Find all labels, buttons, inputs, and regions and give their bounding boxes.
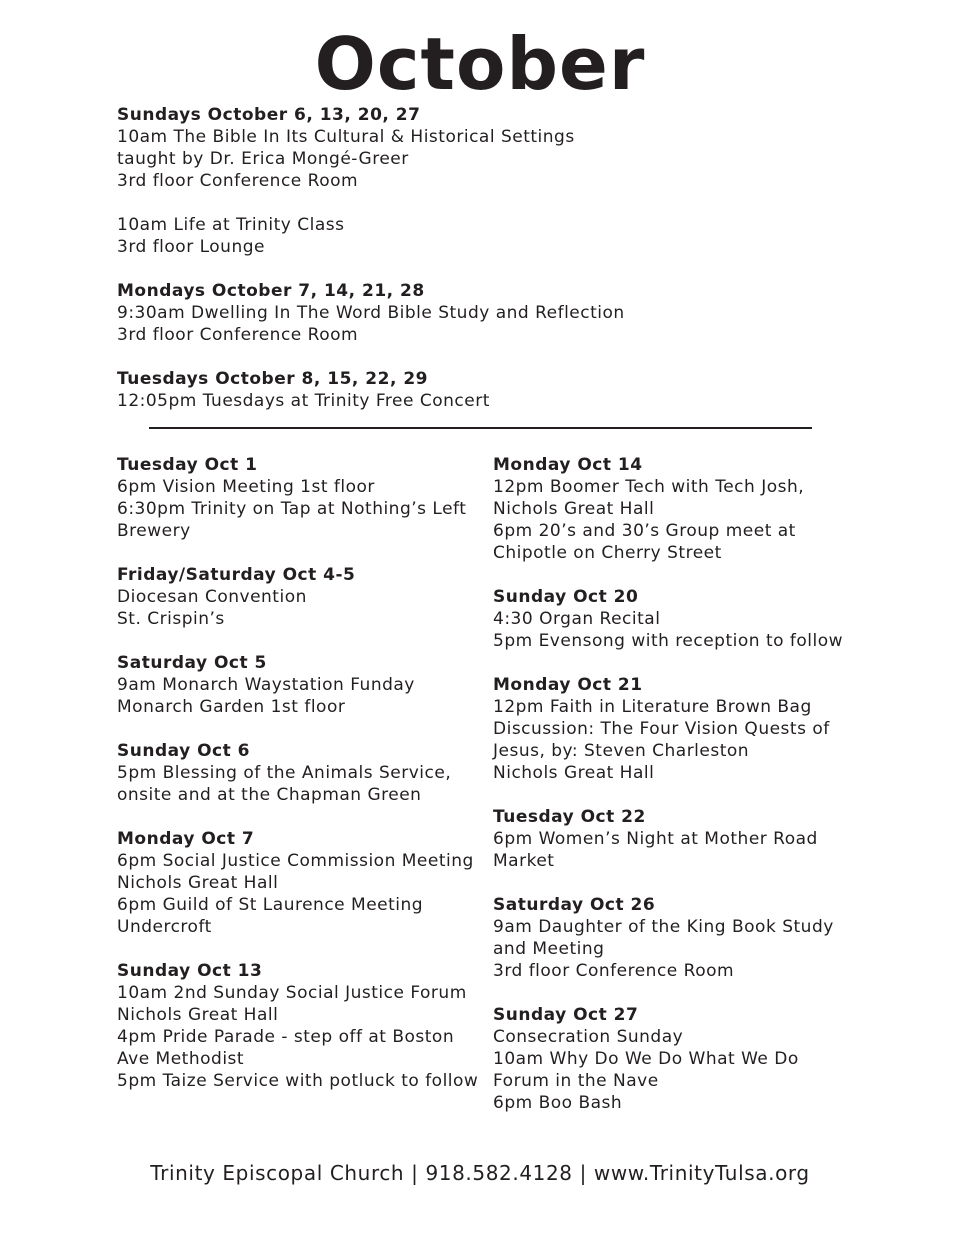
event-detail-line: Chipotle on Cherry Street — [493, 543, 722, 563]
event-detail-line: St. Crispin’s — [117, 609, 225, 629]
event-date-heading: Friday/Saturday Oct 4-5 — [117, 565, 356, 585]
section-divider — [149, 427, 812, 429]
event-spacer — [117, 718, 487, 740]
event-date-heading: Sunday Oct 20 — [493, 587, 639, 607]
event-detail-line: 3rd floor Conference Room — [493, 961, 735, 981]
event-detail-line: Nichols Great Hall — [493, 499, 655, 519]
event-date-heading: Mondays October 7, 14, 21, 28 — [117, 281, 425, 301]
event-date-heading: Sunday Oct 13 — [117, 961, 263, 981]
event-detail-line: 12pm Boomer Tech with Tech Josh, — [493, 477, 805, 497]
event-detail-line: 10am Why Do We Do What We Do — [493, 1049, 799, 1069]
event-detail-line: 5pm Taize Service with potluck to follow — [117, 1071, 479, 1091]
event-spacer — [117, 806, 487, 828]
event-detail-line: 6pm Guild of St Laurence Meeting — [117, 895, 424, 915]
event-detail-line: 10am 2nd Sunday Social Justice Forum — [117, 983, 467, 1003]
event-group — [117, 652, 487, 718]
event-group — [117, 740, 487, 806]
event-detail-line: Market — [493, 851, 555, 871]
event-detail-line: 3rd floor Conference Room — [117, 325, 359, 345]
event-detail-line: 12pm Faith in Literature Brown Bag — [493, 697, 812, 717]
event-group — [493, 894, 863, 982]
event-spacer — [493, 564, 863, 586]
event-detail-line: 10am Life at Trinity Class — [117, 215, 345, 235]
event-detail-line: Brewery — [117, 521, 191, 541]
event-detail-line: Discussion: The Four Vision Quests of — [493, 719, 830, 739]
event-detail-line: and Meeting — [493, 939, 605, 959]
event-date-heading: Sunday Oct 6 — [117, 741, 250, 761]
event-detail-line: Nichols Great Hall — [493, 763, 655, 783]
event-group — [117, 960, 487, 1092]
event-detail-line: 6pm Social Justice Commission Meeting — [117, 851, 474, 871]
event-group — [493, 674, 863, 784]
event-detail-line: 6pm Boo Bash — [493, 1093, 623, 1113]
event-detail-line: Undercroft — [117, 917, 212, 937]
event-date-heading: Monday Oct 7 — [117, 829, 255, 849]
event-group — [493, 1004, 863, 1114]
events-right-column — [493, 454, 863, 1114]
event-date-heading: Tuesday Oct 22 — [493, 807, 646, 827]
event-date-heading: Sundays October 6, 13, 20, 27 — [117, 105, 421, 125]
event-date-heading: Sunday Oct 27 — [493, 1005, 639, 1025]
event-detail-line: Consecration Sunday — [493, 1027, 684, 1047]
event-detail-line: 3rd floor Conference Room — [117, 171, 359, 191]
event-spacer — [493, 982, 863, 1004]
event-group — [117, 368, 817, 412]
event-detail-line: 6pm Women’s Night at Mother Road — [493, 829, 818, 849]
event-detail-line: 5pm Blessing of the Animals Service, — [117, 763, 452, 783]
event-group — [117, 454, 487, 542]
event-date-heading: Monday Oct 14 — [493, 455, 643, 475]
event-detail-line: 6pm Vision Meeting 1st floor — [117, 477, 375, 497]
event-detail-line: Nichols Great Hall — [117, 873, 279, 893]
event-detail-line: taught by Dr. Erica Mongé-Greer — [117, 149, 409, 169]
event-spacer — [117, 542, 487, 564]
event-detail-line: 5pm Evensong with reception to follow — [493, 631, 844, 651]
event-detail-line: 4:30 Organ Recital — [493, 609, 661, 629]
event-group — [117, 104, 817, 258]
events-left-column — [117, 454, 487, 1092]
page-title: October — [314, 22, 646, 106]
event-detail-line: Jesus, by: Steven Charleston — [493, 741, 750, 761]
event-spacer — [117, 630, 487, 652]
event-group — [117, 828, 487, 938]
event-group — [493, 454, 863, 564]
event-detail-line: Diocesan Convention — [117, 587, 307, 607]
event-detail-line: 10am The Bible In Its Cultural & Historical Settings — [117, 127, 575, 147]
event-date-heading: Monday Oct 21 — [493, 675, 643, 695]
event-spacer — [493, 872, 863, 894]
event-detail-line: 9:30am Dwelling In The Word Bible Study and Reflection — [117, 303, 625, 323]
event-group — [493, 806, 863, 872]
event-spacer — [493, 784, 863, 806]
event-detail-line: onsite and at the Chapman Green — [117, 785, 422, 805]
event-date-heading: Saturday Oct 26 — [493, 895, 656, 915]
event-spacer — [493, 652, 863, 674]
event-spacer — [117, 192, 817, 214]
recurring-events — [117, 104, 817, 412]
event-detail-line: 12:05pm Tuesdays at Trinity Free Concert — [117, 391, 490, 411]
event-spacer — [117, 346, 817, 368]
event-date-heading: Tuesday Oct 1 — [117, 455, 258, 475]
event-detail-line: Ave Methodist — [117, 1049, 245, 1069]
event-detail-line: Monarch Garden 1st floor — [117, 697, 346, 717]
event-detail-line: Nichols Great Hall — [117, 1005, 279, 1025]
event-detail-line: 9am Daughter of the King Book Study — [493, 917, 834, 937]
event-detail-line: 4pm Pride Parade - step off at Boston — [117, 1027, 455, 1047]
footer-contact: Trinity Episcopal Church | 918.582.4128 | www.TrinityTulsa.org — [150, 1161, 810, 1185]
event-date-heading: Tuesdays October 8, 15, 22, 29 — [117, 369, 428, 389]
event-date-heading: Saturday Oct 5 — [117, 653, 267, 673]
event-detail-line: 6:30pm Trinity on Tap at Nothing’s Left — [117, 499, 467, 519]
event-group — [117, 564, 487, 630]
event-group — [117, 280, 817, 346]
event-spacer — [117, 938, 487, 960]
event-detail-line: 6pm 20’s and 30’s Group meet at — [493, 521, 796, 541]
event-detail-line: Forum in the Nave — [493, 1071, 659, 1091]
event-group — [493, 586, 863, 652]
event-detail-line: 9am Monarch Waystation Funday — [117, 675, 415, 695]
event-detail-line: 3rd floor Lounge — [117, 237, 265, 257]
event-spacer — [117, 258, 817, 280]
